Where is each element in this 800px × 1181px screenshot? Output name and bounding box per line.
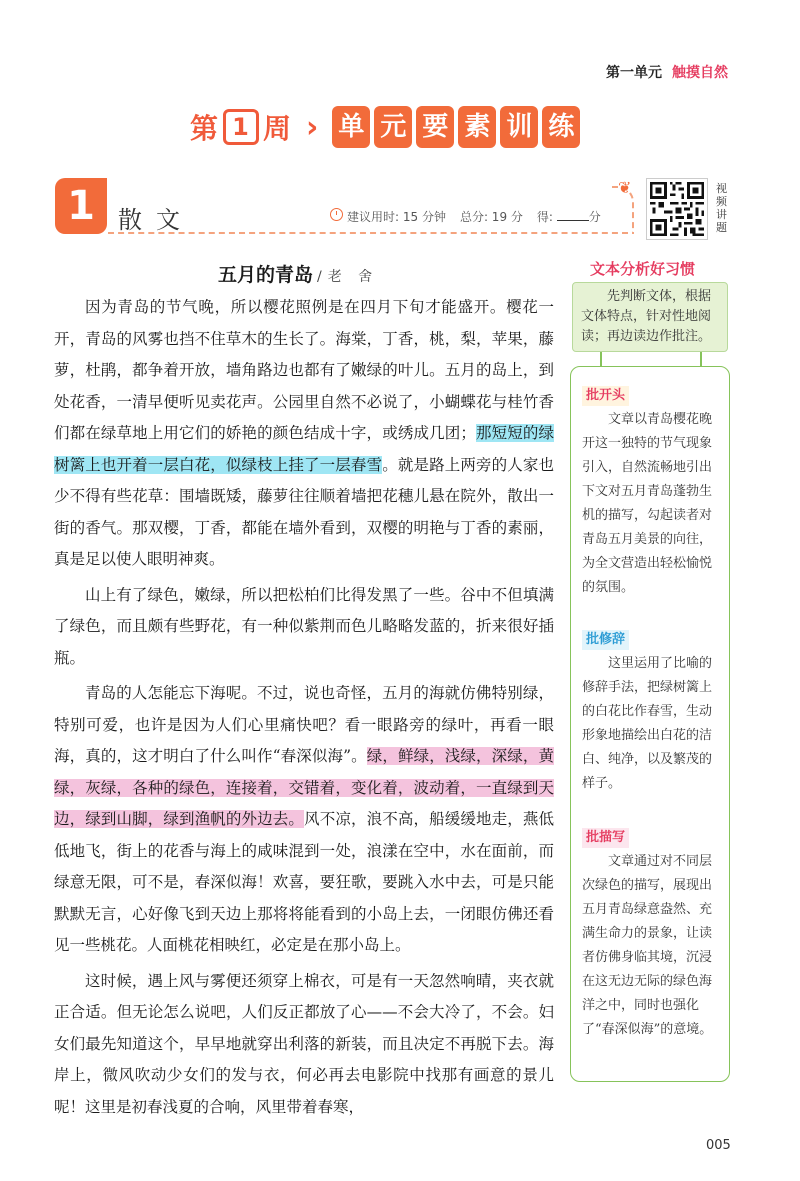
section-number-badge: 1 [55,178,107,234]
annotation-tag: 批开头 [582,386,629,406]
highlight-description: 绿，鲜绿，浅绿，深绿，黄绿，灰绿，各种的绿色，连接着，交错着，变化着，波动着，一直绿到天边，绿到山脚，绿到渔帆的外边去。 [54,747,554,828]
title-char: 元 [374,106,412,148]
paragraph: 因为青岛的节气晚，所以樱花照例是在四月下旬才能盛开。樱花一开，青岛的风雾也挡不住草木的生长了。海棠，丁香，桃，梨，苹果，藤萝，杜鹃，都争着开放，墙角路边也都有了嫩绿的叶儿。五月的岛上，到处花香，一清早便听见卖花声。公园里自然不必说了，小蝴蝶花与桂竹香们都在绿草地上用它们的娇艳的颜色结成十字，或绣成几团；那短短的绿树篱上也开着一层白花，似绿枝上挂了一层春雪。就是路上两旁的人家也少不得有些花草：围墙既矮，藤萝往往顺着墙把花穗儿悬在院外，散出一街的香气。那双樱，丁香，都能在墙外看到，双樱的明艳与丁香的素丽，真是足以使人眼明神爽。 [54,298,554,568]
title-char: 单 [332,106,370,148]
page-title [190,106,584,148]
annotation-tag: 批修辞 [582,630,629,650]
title-char: 训 [500,106,538,148]
score-blank[interactable] [557,210,589,221]
total-score: 总分: 19 分 [459,210,523,224]
week-label [190,107,292,147]
title-char: 练 [542,106,580,148]
sprout-icon: ❦ [618,178,632,197]
page-number: 005 [706,1138,731,1153]
section-divider [108,232,628,234]
unit-label: 第一单元 [606,65,662,81]
annotation-note [582,384,722,600]
article-author: /老 舍 [317,269,379,285]
highlight-metaphor: 那短短的绿树篱上也开着一层白花，似绿枝上挂了一层春雪 [54,424,554,474]
suggested-time: 建议用时: 15 分钟 [330,208,446,225]
paragraph: 山上有了绿色，嫩绿，所以把松柏们比得发黑了一些。谷中不但填满了绿色，而且颇有些野花，有一种似紫荆而色儿略略发蓝的，折来很好插瓶。 [54,585,554,667]
annotation-note [582,826,722,1042]
section-title: 散文 [118,206,194,234]
video-lesson-label: 视频讲题 [716,182,727,234]
connector-line [700,352,702,366]
annotation-tag: 批描写 [582,828,629,848]
title-char: 要 [416,106,454,148]
qr-code-icon[interactable] [646,178,708,240]
annotation-text: 文章通过对不同层次绿色的描写，展现出五月青岛绿意盎然、充满生命力的景象，让读者仿佛身临其境，沉浸在这无边无际的绿色海洋之中，同时也强化了“春深似海”的意境。 [582,854,713,1037]
unit-header [606,62,728,82]
annotation-note [582,628,722,796]
annotation-text: 文章以青岛樱花晚开这一独特的节气现象引入，自然流畅地引出下文对五月青岛蓬勃生机的描写，勾起读者对青岛五月美景的向往，为全文营造出轻松愉悦的氛围。 [582,412,713,595]
week-suffix: 周 [263,112,293,145]
title-char: 素 [458,106,496,148]
article-body [54,292,554,1127]
annotation-text: 这里运用了比喻的修辞手法，把绿树篱上的白花比作春雪，生动形象地描绘出白花的洁白、纯净，以及繁茂的样子。 [582,656,713,791]
week-prefix: 第 [190,112,220,145]
connector-line [600,352,602,366]
article-title-text: 五月的青岛 [218,264,314,286]
chevron-right-icon: › [306,109,319,145]
unit-training-title [332,106,584,148]
section-meta [330,208,601,225]
paragraph: 青岛的人怎能忘下海呢。不过，说也奇怪，五月的海就仿佛特别绿，特别可爱，也许是因为人们心里痛快吧？看一眼路旁的绿叶，再看一眼海，真的，这才明白了什么叫作“春深似海”。绿，鲜绿，浅绿，深绿，黄绿，灰绿，各种的绿色，连接着，交错着，变化着，波动着，一直绿到天边，绿到山脚，绿到渔帆的外边去。风不凉，浪不高，船缓缓地走，燕低低地飞，街上的花香与海上的咸味混到一处，浪漾在空中，水在面前，而绿意无限，可不是，春深似海！欢喜，要狂歌，要跳入水中去，可是只能默默无言，心好像飞到天边上那将将能看到的小岛上去，一闭眼仿佛还看见一些桃花。人面桃花相映红，必定是在那小岛上。 [54,684,554,954]
paragraph: 这时候，遇上风与雾便还须穿上棉衣，可是有一天忽然响晴，夹衣就正合适。但无论怎么说吧，人们反正都放了心——不会大冷了，不会。妇女们最先知道这个，早早地就穿出利落的新装，而且决定不再脱下去。海岸上，微风吹动少女们的发与衣，何必再去电影院中找那有画意的景儿呢！这里是初春浅夏的合响，风里带着春寒， [54,971,554,1116]
clock-icon [330,208,343,221]
week-number: 1 [223,109,259,145]
unit-theme: 触摸自然 [672,65,728,81]
tip-title: 文本分析好习惯 [590,260,696,278]
tip-box: 先判断文体，根据文体特点，针对性地阅读；再边读边作批注。 [572,282,728,352]
article-title [218,260,378,287]
score-field: 得: 分 [536,210,601,224]
